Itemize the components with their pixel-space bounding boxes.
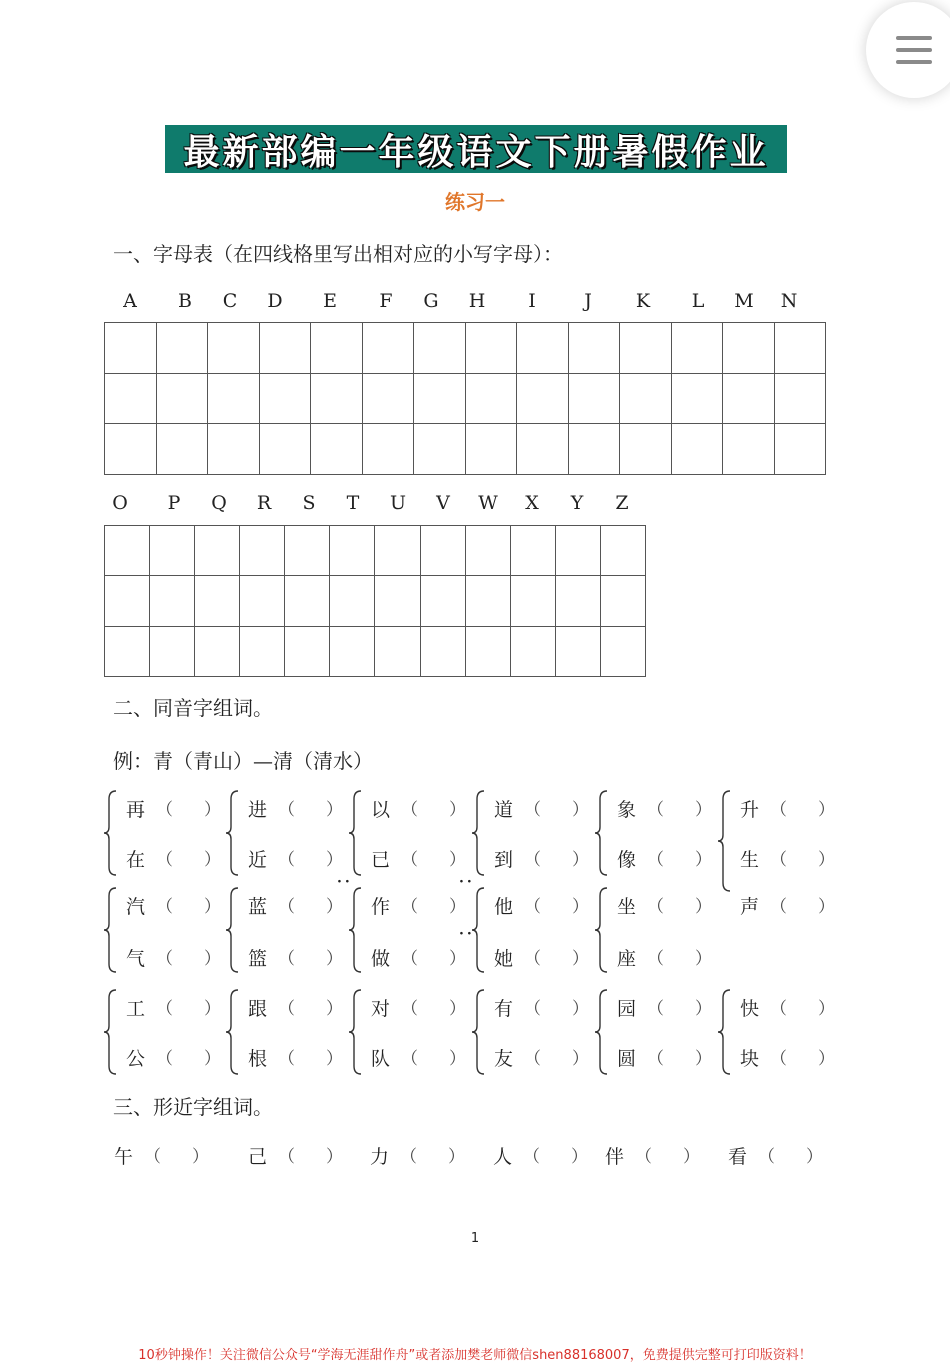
homophone-pair (359, 795, 481, 871)
paren-open: （ (278, 949, 295, 969)
paren-close: ） (326, 999, 343, 1019)
paren-close: ） (326, 1049, 343, 1069)
brace-icon (716, 789, 734, 893)
brace-icon (224, 789, 242, 877)
pair-char: 根 (248, 1048, 268, 1070)
section3-heading: 三、形近字组词。 (113, 1095, 273, 1119)
pair-char: 以 (371, 799, 391, 821)
paren-open: （ (156, 949, 173, 969)
similar-char: 人 (493, 1146, 513, 1168)
pair-char: 道 (494, 799, 514, 821)
paren-close: ） (695, 999, 712, 1019)
paren-close: ） (449, 949, 466, 969)
paren-close: ） (806, 1147, 823, 1167)
paren-open: （ (401, 897, 418, 917)
homophone-pair (359, 892, 481, 968)
letter: Y (570, 492, 584, 514)
homophone-pair (482, 892, 604, 968)
paren-close: ） (695, 1049, 712, 1069)
pair-char: 圆 (617, 1048, 637, 1070)
homophone-pair (236, 795, 358, 871)
brace-icon (102, 789, 120, 877)
paren-open: （ (401, 850, 418, 870)
letter: D (267, 290, 283, 312)
paren-open: （ (278, 1049, 295, 1069)
pair-char: 到 (494, 849, 514, 871)
triple-char: 声 (740, 896, 760, 918)
paren-close: ） (204, 949, 221, 969)
similar-char: 看 (728, 1146, 748, 1168)
homophone-pair (114, 795, 236, 871)
paren-close: ） (695, 800, 712, 820)
paren-close: ） (449, 1049, 466, 1069)
letter: J (584, 290, 592, 312)
paren-close: ） (448, 1147, 465, 1167)
triple-char: 生 (740, 849, 760, 871)
pair-char: 块 (740, 1048, 760, 1070)
homophone-pair (605, 795, 727, 871)
paren-close: ） (326, 800, 343, 820)
letter: O (112, 492, 128, 514)
paren-close: ） (326, 1147, 343, 1167)
pair-char: 坐 (617, 896, 637, 918)
triple-char: 升 (740, 799, 760, 821)
paren-open: （ (635, 1147, 652, 1167)
homophone-triple (728, 795, 850, 919)
letter: S (302, 492, 316, 514)
pair-char: 座 (617, 948, 637, 970)
pair-char: 象 (617, 799, 637, 821)
title-banner (165, 125, 787, 173)
paren-close: ） (572, 850, 589, 870)
homophone-pair (114, 892, 236, 968)
paren-close: ） (571, 1147, 588, 1167)
similar-char: 己 (248, 1146, 268, 1168)
letter: E (323, 290, 337, 312)
paren-close: ） (204, 1049, 221, 1069)
paren-close: ） (818, 850, 835, 870)
pair-char: 友 (494, 1048, 514, 1070)
pair-char: 队 (371, 1048, 391, 1070)
pair-char: 工 (126, 998, 146, 1020)
paren-open: （ (401, 949, 418, 969)
paren-open: （ (278, 800, 295, 820)
letter: Q (211, 492, 227, 514)
pair-char: 她 (494, 948, 514, 970)
homophone-pair (605, 994, 727, 1070)
pair-char: 蓝 (248, 896, 268, 918)
pair-char: 气 (126, 948, 146, 970)
paren-open: （ (524, 800, 541, 820)
letter: K (635, 290, 651, 312)
brace-icon (716, 988, 734, 1076)
paren-close: ） (326, 949, 343, 969)
paren-open: （ (400, 1147, 417, 1167)
paren-open: （ (156, 800, 173, 820)
paren-open: （ (770, 800, 787, 820)
letter: F (379, 290, 393, 312)
paren-close: ） (695, 850, 712, 870)
pair-char: 公 (126, 1048, 146, 1070)
pair-char: 有 (494, 998, 514, 1020)
paren-open: （ (758, 1147, 775, 1167)
paren-close: ） (572, 897, 589, 917)
paren-close: ） (204, 999, 221, 1019)
paren-close: ） (572, 800, 589, 820)
homophone-pair (605, 892, 727, 968)
paren-close: ） (326, 897, 343, 917)
similar-char: 伴 (605, 1146, 625, 1168)
letter: B (178, 290, 192, 312)
paren-close: ） (695, 897, 712, 917)
paren-open: （ (278, 999, 295, 1019)
paren-open: （ (156, 1049, 173, 1069)
paren-open: （ (278, 1147, 295, 1167)
paren-close: ） (818, 897, 835, 917)
similar-char: 午 (114, 1146, 134, 1168)
pair-char: 进 (248, 799, 268, 821)
pair-char: 已 (371, 849, 391, 871)
pair-char: 他 (494, 896, 514, 918)
homophone-pair (236, 892, 358, 968)
paren-open: （ (524, 999, 541, 1019)
menu-icon (896, 60, 932, 64)
paren-open: （ (523, 1147, 540, 1167)
homophone-pair (359, 994, 481, 1070)
pair-char: 园 (617, 998, 637, 1020)
letter: X (525, 492, 539, 514)
brace-icon (224, 886, 242, 974)
letter: R (256, 492, 272, 514)
letter: W (478, 492, 498, 514)
section2-heading: 二、同音字组词。 (113, 696, 273, 720)
paren-open: （ (156, 850, 173, 870)
letter: I (528, 290, 536, 312)
similar-char: 力 (370, 1146, 390, 1168)
pair-char: 篮 (248, 948, 268, 970)
letter: H (468, 290, 486, 312)
paren-open: （ (647, 897, 664, 917)
paren-close: ） (449, 800, 466, 820)
paren-open: （ (524, 897, 541, 917)
menu-icon (896, 36, 932, 40)
letter: P (167, 492, 181, 514)
writing-grid-2[interactable] (104, 525, 646, 677)
paren-close: ） (818, 1049, 835, 1069)
brace-icon (224, 988, 242, 1076)
paren-close: ） (572, 949, 589, 969)
paren-open: （ (156, 999, 173, 1019)
brace-icon (593, 886, 611, 974)
pair-char: 像 (617, 849, 637, 871)
pair-char: 在 (126, 849, 146, 871)
paren-open: （ (647, 1049, 664, 1069)
letter: G (423, 290, 439, 312)
paren-close: ） (204, 897, 221, 917)
letter: L (691, 290, 705, 312)
homophone-pair (482, 795, 604, 871)
letter: A (123, 290, 137, 312)
paren-close: ） (572, 1049, 589, 1069)
letter: T (346, 492, 360, 514)
paren-close: ） (449, 850, 466, 870)
menu-button[interactable] (866, 2, 950, 98)
pair-char: 做 (371, 948, 391, 970)
example-text: 例：青（青山）—清（清水） (113, 749, 373, 773)
letter: M (734, 290, 754, 312)
paren-close: ） (449, 999, 466, 1019)
paren-open: （ (647, 850, 664, 870)
letters-row-2 (100, 492, 660, 516)
paren-open: （ (524, 1049, 541, 1069)
letter: V (436, 492, 450, 514)
paren-open: （ (401, 800, 418, 820)
homophone-pair (482, 994, 604, 1070)
pair-char: 快 (740, 998, 760, 1020)
brace-icon (347, 886, 365, 974)
letter: N (780, 290, 798, 312)
pair-char: 近 (248, 849, 268, 871)
pair-char: 再 (126, 799, 146, 821)
homophone-pair (236, 994, 358, 1070)
paren-open: （ (144, 1147, 161, 1167)
pair-char: 作 (371, 896, 391, 918)
paren-close: ） (449, 897, 466, 917)
letters-row-1 (110, 290, 830, 314)
letter: U (389, 492, 406, 514)
paren-close: ） (204, 800, 221, 820)
brace-icon (102, 886, 120, 974)
brace-icon (593, 988, 611, 1076)
letter: C (222, 290, 238, 312)
paren-open: （ (524, 850, 541, 870)
paren-open: （ (524, 949, 541, 969)
menu-icon (896, 48, 932, 52)
paren-close: ） (818, 999, 835, 1019)
paren-open: （ (647, 999, 664, 1019)
paren-close: ） (818, 800, 835, 820)
paren-open: （ (278, 897, 295, 917)
brace-icon (347, 789, 365, 877)
brace-icon (102, 988, 120, 1076)
brace-icon (593, 789, 611, 877)
paren-open: （ (770, 1049, 787, 1069)
paren-open: （ (770, 999, 787, 1019)
brace-icon (470, 789, 488, 877)
paren-close: ） (204, 850, 221, 870)
paren-open: （ (278, 850, 295, 870)
footer-promo: 10秒钟操作！关注微信公众号“学海无涯甜作舟”或者添加樊老师微信shen88168007，免费提供完整可打印版资料！ (138, 1348, 812, 1363)
paren-open: （ (770, 850, 787, 870)
paren-open: （ (770, 897, 787, 917)
dot-marks: ·· (459, 874, 475, 890)
page-number: 1 (470, 1231, 480, 1246)
paren-close: ） (683, 1147, 700, 1167)
paren-close: ） (326, 850, 343, 870)
brace-icon (347, 988, 365, 1076)
paren-close: ） (572, 999, 589, 1019)
brace-icon (470, 988, 488, 1076)
paren-close: ） (695, 949, 712, 969)
paren-open: （ (156, 897, 173, 917)
paren-open: （ (401, 999, 418, 1019)
dot-marks: ·· (337, 874, 353, 890)
page-title: 最新部编一年级语文下册暑假作业 (183, 131, 769, 173)
homophone-pair (728, 994, 850, 1070)
paren-open: （ (401, 1049, 418, 1069)
paren-open: （ (647, 949, 664, 969)
writing-grid-1[interactable] (104, 322, 826, 475)
pair-char: 跟 (248, 998, 268, 1020)
brace-icon (470, 886, 488, 974)
subtitle: 练习一 (445, 190, 505, 214)
pair-char: 汽 (126, 896, 146, 918)
paren-open: （ (647, 800, 664, 820)
homophone-pair (114, 994, 236, 1070)
dot-marks: ·· (459, 926, 475, 942)
letter: Z (615, 492, 629, 514)
section1-heading: 一、字母表（在四线格里写出相对应的小写字母）： (113, 242, 563, 266)
pair-char: 对 (371, 998, 391, 1020)
paren-close: ） (192, 1147, 209, 1167)
